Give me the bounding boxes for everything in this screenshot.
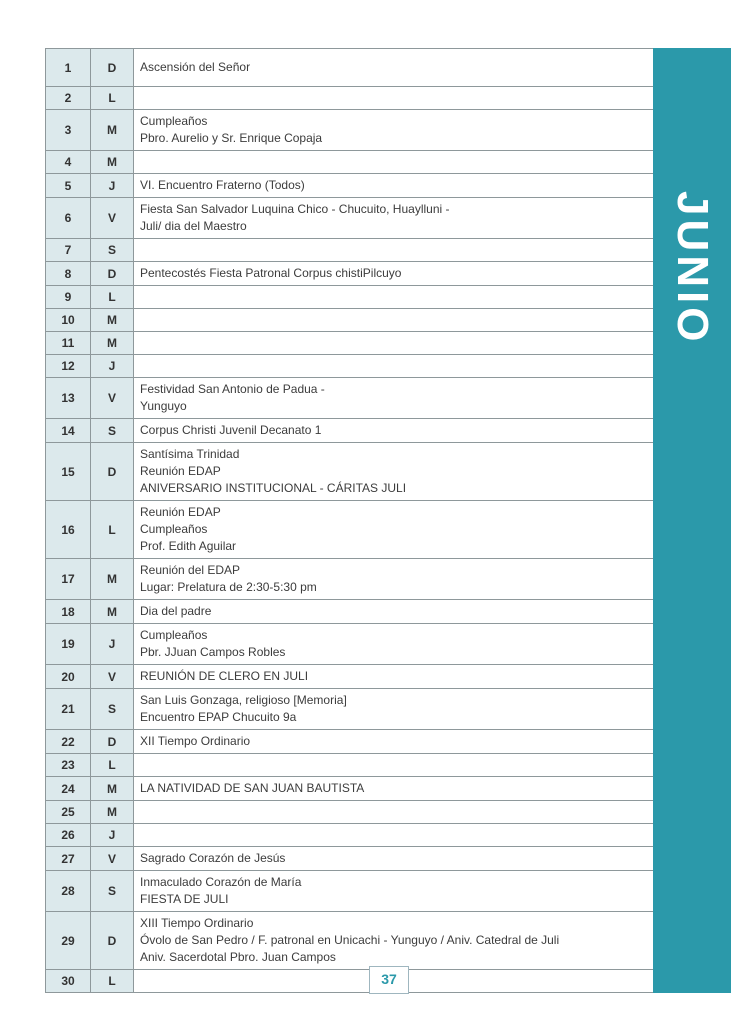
calendar-row — [46, 777, 653, 801]
calendar-row — [46, 847, 653, 871]
day-number: 17 — [46, 559, 91, 599]
day-number: 8 — [46, 262, 91, 285]
event-cell — [134, 174, 653, 197]
event-cell — [134, 309, 653, 331]
weekday-letter: M — [91, 151, 134, 173]
event-cell — [134, 110, 653, 150]
calendar-row — [46, 309, 653, 332]
day-number: 12 — [46, 355, 91, 377]
event-line: FIESTA DE JULI — [140, 892, 229, 906]
calendar-row — [46, 151, 653, 174]
weekday-letter: S — [91, 689, 134, 729]
weekday-letter: L — [91, 970, 134, 992]
day-number: 21 — [46, 689, 91, 729]
day-number: 25 — [46, 801, 91, 823]
event-line: Lugar: Prelatura de 2:30-5:30 pm — [140, 580, 317, 594]
event-cell — [134, 87, 653, 109]
event-cell — [134, 559, 653, 599]
month-sidebar — [653, 48, 731, 993]
event-line: Cumpleaños — [140, 522, 208, 536]
calendar-table — [45, 48, 653, 993]
event-cell — [134, 600, 653, 623]
event-line: Reunión del EDAP — [140, 563, 241, 577]
month-label: JUNIO — [668, 191, 717, 346]
day-number: 20 — [46, 665, 91, 688]
weekday-letter: M — [91, 600, 134, 623]
event-cell — [134, 730, 653, 753]
calendar-rows — [46, 49, 653, 993]
event-cell — [134, 665, 653, 688]
event-line: REUNIÓN DE CLERO EN JULI — [140, 669, 309, 683]
day-number: 29 — [46, 912, 91, 969]
weekday-letter: J — [91, 355, 134, 377]
weekday-letter: M — [91, 110, 134, 150]
event-cell — [134, 49, 653, 86]
weekday-letter: L — [91, 286, 134, 308]
weekday-letter: S — [91, 871, 134, 911]
calendar-row — [46, 665, 653, 689]
day-number: 4 — [46, 151, 91, 173]
calendar-row — [46, 730, 653, 754]
calendar-row — [46, 501, 653, 559]
event-line: Pbr. JJuan Campos Robles — [140, 645, 286, 659]
event-cell — [134, 754, 653, 776]
calendar-row — [46, 87, 653, 110]
day-number: 23 — [46, 754, 91, 776]
event-cell — [134, 262, 653, 285]
event-cell — [134, 689, 653, 729]
weekday-letter: V — [91, 665, 134, 688]
event-line: Ascensión del Señor — [140, 60, 251, 74]
calendar-row — [46, 262, 653, 286]
event-cell — [134, 286, 653, 308]
day-number: 2 — [46, 87, 91, 109]
event-line: Pbro. Aurelio y Sr. Enrique Copaja — [140, 131, 323, 145]
event-cell — [134, 378, 653, 418]
calendar-row — [46, 824, 653, 847]
calendar-row — [46, 624, 653, 665]
event-line: VI. Encuentro Fraterno (Todos) — [140, 178, 305, 192]
event-line: Prof. Edith Aguilar — [140, 539, 237, 553]
calendar-page-content — [45, 48, 731, 993]
event-cell — [134, 624, 653, 664]
day-number: 27 — [46, 847, 91, 870]
event-cell — [134, 239, 653, 261]
event-line: LA NATIVIDAD DE SAN JUAN BAUTISTA — [140, 781, 365, 795]
calendar-row — [46, 970, 653, 993]
weekday-letter: V — [91, 378, 134, 418]
day-number: 3 — [46, 110, 91, 150]
day-number: 11 — [46, 332, 91, 354]
weekday-letter: M — [91, 559, 134, 599]
weekday-letter: L — [91, 501, 134, 558]
weekday-letter: J — [91, 824, 134, 846]
day-number: 18 — [46, 600, 91, 623]
event-line: Cumpleaños — [140, 628, 208, 642]
calendar-row — [46, 912, 653, 970]
day-number: 22 — [46, 730, 91, 753]
calendar-row — [46, 559, 653, 600]
event-cell — [134, 443, 653, 500]
day-number: 9 — [46, 286, 91, 308]
weekday-letter: J — [91, 624, 134, 664]
calendar-row — [46, 355, 653, 378]
day-number: 10 — [46, 309, 91, 331]
event-cell — [134, 501, 653, 558]
event-line: Óvolo de San Pedro / F. patronal en Unicachi - Yunguyo / Aniv. Catedral de Juli — [140, 933, 560, 947]
event-cell — [134, 419, 653, 442]
weekday-letter: D — [91, 443, 134, 500]
event-cell — [134, 824, 653, 846]
calendar-row — [46, 239, 653, 262]
event-line: Yunguyo — [140, 399, 187, 413]
event-cell — [134, 912, 653, 969]
calendar-row — [46, 600, 653, 624]
weekday-letter: M — [91, 332, 134, 354]
calendar-row — [46, 754, 653, 777]
event-cell — [134, 801, 653, 823]
weekday-letter: M — [91, 309, 134, 331]
calendar-row — [46, 443, 653, 501]
event-line: Fiesta San Salvador Luquina Chico - Chucuito, Huaylluni - — [140, 202, 450, 216]
calendar-row — [46, 332, 653, 355]
event-line: Dia del padre — [140, 604, 212, 618]
event-line: Juli/ dia del Maestro — [140, 219, 247, 233]
event-line: Reunión EDAP — [140, 464, 221, 478]
event-line: Aniv. Sacerdotal Pbro. Juan Campos — [140, 950, 336, 964]
weekday-letter: J — [91, 174, 134, 197]
event-line: Corpus Christi Juvenil Decanato 1 — [140, 423, 322, 437]
event-line: XII Tiempo Ordinario — [140, 734, 251, 748]
day-number: 30 — [46, 970, 91, 992]
calendar-row — [46, 689, 653, 730]
day-number: 1 — [46, 49, 91, 86]
day-number: 5 — [46, 174, 91, 197]
calendar-row — [46, 801, 653, 824]
day-number: 14 — [46, 419, 91, 442]
weekday-letter: M — [91, 777, 134, 800]
day-number: 6 — [46, 198, 91, 238]
event-line: Inmaculado Corazón de María — [140, 875, 302, 889]
event-line: Festividad San Antonio de Padua - — [140, 382, 325, 396]
day-number: 28 — [46, 871, 91, 911]
page-number: 37 — [381, 971, 397, 987]
event-cell — [134, 332, 653, 354]
weekday-letter: S — [91, 239, 134, 261]
calendar-row — [46, 110, 653, 151]
weekday-letter: L — [91, 87, 134, 109]
event-line: Encuentro EPAP Chucuito 9a — [140, 710, 297, 724]
calendar-row — [46, 49, 653, 87]
calendar-row — [46, 198, 653, 239]
weekday-letter: D — [91, 730, 134, 753]
calendar-row — [46, 174, 653, 198]
event-line: Santísima Trinidad — [140, 447, 240, 461]
weekday-letter: V — [91, 198, 134, 238]
day-number: 16 — [46, 501, 91, 558]
weekday-letter: D — [91, 912, 134, 969]
weekday-letter: D — [91, 49, 134, 86]
event-line: XIII Tiempo Ordinario — [140, 916, 254, 930]
page-number-box — [369, 966, 409, 994]
event-line: Cumpleaños — [140, 114, 208, 128]
weekday-letter: M — [91, 801, 134, 823]
event-cell — [134, 777, 653, 800]
event-line: San Luis Gonzaga, religioso [Memoria] — [140, 693, 347, 707]
calendar-row — [46, 286, 653, 309]
weekday-letter: D — [91, 262, 134, 285]
day-number: 7 — [46, 239, 91, 261]
calendar-row — [46, 871, 653, 912]
event-cell — [134, 151, 653, 173]
calendar-row — [46, 378, 653, 419]
event-cell — [134, 355, 653, 377]
calendar-row — [46, 419, 653, 443]
weekday-letter: V — [91, 847, 134, 870]
event-line: ANIVERSARIO INSTITUCIONAL - CÁRITAS JULI — [140, 481, 407, 495]
weekday-letter: S — [91, 419, 134, 442]
day-number: 15 — [46, 443, 91, 500]
weekday-letter: L — [91, 754, 134, 776]
event-line: Reunión EDAP — [140, 505, 221, 519]
event-line: Sagrado Corazón de Jesús — [140, 851, 286, 865]
day-number: 19 — [46, 624, 91, 664]
event-cell — [134, 871, 653, 911]
event-line: Pentecostés Fiesta Patronal Corpus chistiPilcuyo — [140, 266, 402, 280]
day-number: 26 — [46, 824, 91, 846]
day-number: 24 — [46, 777, 91, 800]
day-number: 13 — [46, 378, 91, 418]
event-cell — [134, 847, 653, 870]
event-cell — [134, 198, 653, 238]
